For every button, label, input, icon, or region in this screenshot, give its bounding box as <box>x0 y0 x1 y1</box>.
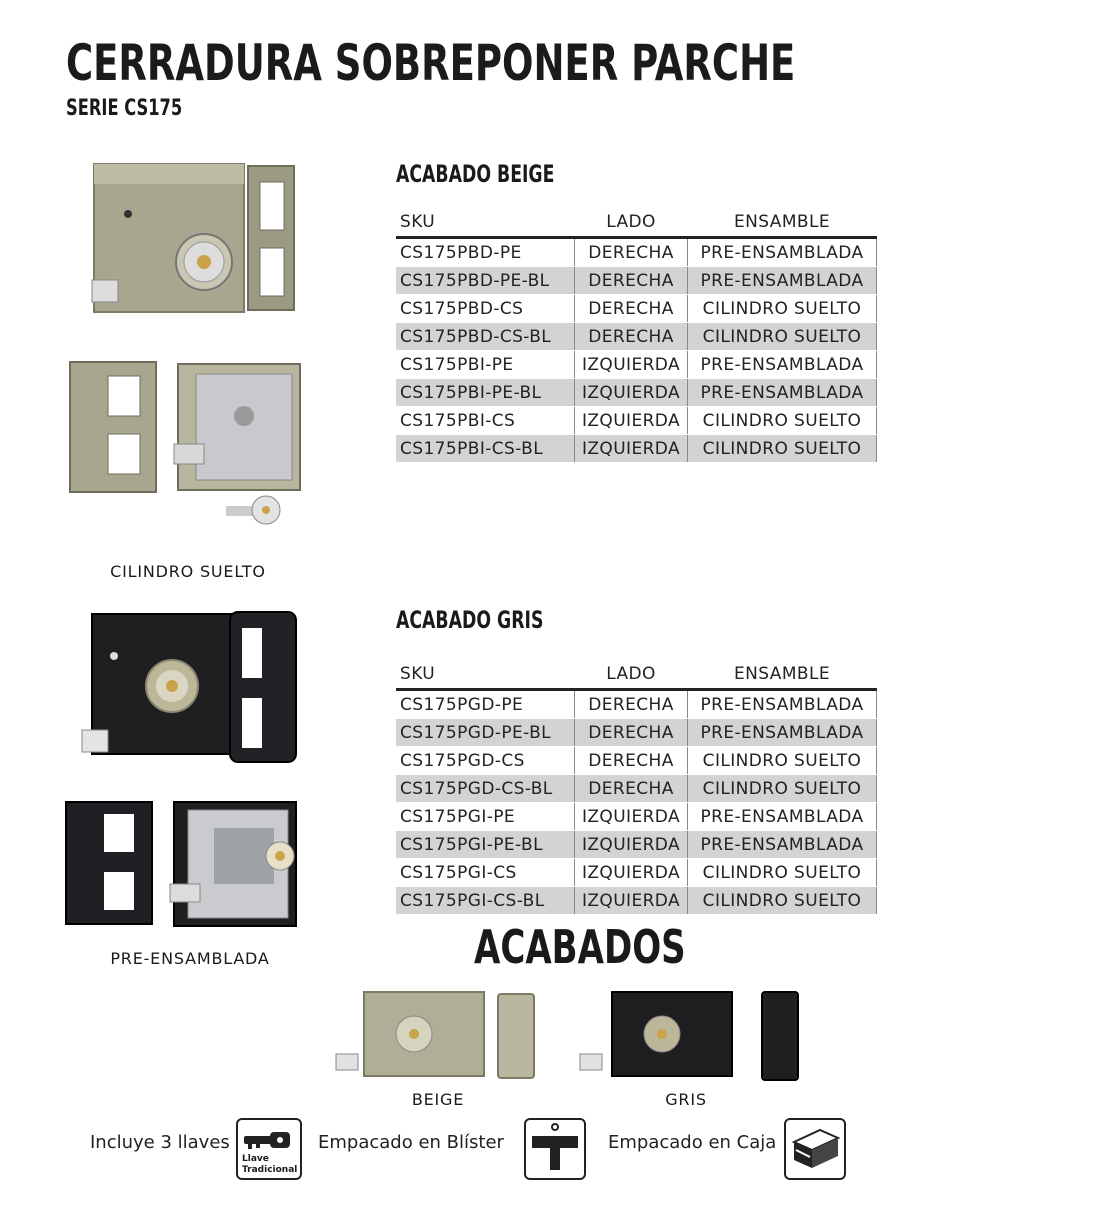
blister-text: Empacado en Blíster <box>318 1132 504 1153</box>
column-header-lado: LADO <box>575 208 688 238</box>
table-row <box>396 719 877 747</box>
lado-cell: DERECHA <box>575 747 688 775</box>
gris-image-caption: PRE-ENSAMBLADA <box>110 949 270 968</box>
table-row <box>396 859 877 887</box>
column-header-ensamble: ENSAMBLE <box>688 208 877 238</box>
gris-finish-label: GRIS <box>665 1090 707 1109</box>
column-header-ensamble: ENSAMBLE <box>688 660 877 690</box>
table-row <box>396 803 877 831</box>
table-header-row <box>396 208 877 238</box>
lado-cell: DERECHA <box>575 719 688 747</box>
beige-section-title: ACABADO BEIGE <box>396 160 555 188</box>
table-row <box>396 435 877 463</box>
ensamble-cell: CILINDRO SUELTO <box>688 775 877 803</box>
page-title: CERRADURA SOBREPONER PARCHE <box>66 34 796 92</box>
table-row <box>396 295 877 323</box>
sku-cell: CS175PGD-PE-BL <box>396 719 575 747</box>
ensamble-cell: CILINDRO SUELTO <box>688 747 877 775</box>
lado-cell: IZQUIERDA <box>575 859 688 887</box>
column-header-lado: LADO <box>575 660 688 690</box>
ensamble-cell: PRE-ENSAMBLADA <box>688 351 877 379</box>
beige-finish-label: BEIGE <box>411 1090 465 1109</box>
table-row <box>396 831 877 859</box>
ensamble-cell: CILINDRO SUELTO <box>688 859 877 887</box>
beige-sku-table <box>396 208 877 463</box>
sku-cell: CS175PBI-CS-BL <box>396 435 575 463</box>
key-icon-label-1: Llave <box>242 1154 269 1164</box>
box-icon <box>784 1118 846 1180</box>
ensamble-cell: PRE-ENSAMBLADA <box>688 803 877 831</box>
lado-cell: IZQUIERDA <box>575 407 688 435</box>
sku-cell: CS175PBD-CS <box>396 295 575 323</box>
gris-finish-image <box>578 988 804 1084</box>
table-row <box>396 690 877 719</box>
table-row <box>396 747 877 775</box>
table-row <box>396 238 877 267</box>
lado-cell: DERECHA <box>575 238 688 267</box>
keys-included-text: Incluye 3 llaves <box>90 1132 230 1153</box>
gris-preassembled-image <box>64 800 300 930</box>
beige-finish-image <box>334 988 540 1084</box>
ensamble-cell: PRE-ENSAMBLADA <box>688 719 877 747</box>
blister-icon <box>524 1118 586 1180</box>
lado-cell: DERECHA <box>575 295 688 323</box>
ensamble-cell: CILINDRO SUELTO <box>688 435 877 463</box>
key-icon-label-2: Tradicional <box>242 1165 298 1175</box>
sku-cell: CS175PBI-PE <box>396 351 575 379</box>
table-row <box>396 379 877 407</box>
ensamble-cell: PRE-ENSAMBLADA <box>688 690 877 719</box>
lado-cell: IZQUIERDA <box>575 379 688 407</box>
sku-cell: CS175PGI-CS <box>396 859 575 887</box>
table-row <box>396 351 877 379</box>
ensamble-cell: PRE-ENSAMBLADA <box>688 238 877 267</box>
page-subtitle: SERIE CS175 <box>66 96 183 121</box>
sku-cell: CS175PBD-PE <box>396 238 575 267</box>
lado-cell: IZQUIERDA <box>575 351 688 379</box>
column-header-sku: SKU <box>396 660 575 690</box>
lado-cell: IZQUIERDA <box>575 887 688 915</box>
ensamble-cell: PRE-ENSAMBLADA <box>688 831 877 859</box>
sku-cell: CS175PGD-CS-BL <box>396 775 575 803</box>
table-row <box>396 775 877 803</box>
sku-cell: CS175PGD-PE <box>396 690 575 719</box>
sku-cell: CS175PGI-PE-BL <box>396 831 575 859</box>
table-row <box>396 323 877 351</box>
sku-cell: CS175PBD-PE-BL <box>396 267 575 295</box>
lado-cell: IZQUIERDA <box>575 803 688 831</box>
lado-cell: DERECHA <box>575 775 688 803</box>
beige-cylinder-loose-image <box>68 358 304 538</box>
table-row <box>396 407 877 435</box>
ensamble-cell: CILINDRO SUELTO <box>688 323 877 351</box>
sku-cell: CS175PGI-PE <box>396 803 575 831</box>
sku-cell: CS175PGI-CS-BL <box>396 887 575 915</box>
sku-cell: CS175PGD-CS <box>396 747 575 775</box>
gris-lock-image <box>78 604 302 776</box>
ensamble-cell: CILINDRO SUELTO <box>688 887 877 915</box>
lado-cell: IZQUIERDA <box>575 831 688 859</box>
lado-cell: IZQUIERDA <box>575 435 688 463</box>
table-header-row <box>396 660 877 690</box>
beige-image-caption: CILINDRO SUELTO <box>110 562 266 581</box>
lado-cell: DERECHA <box>575 323 688 351</box>
sku-cell: CS175PBI-PE-BL <box>396 379 575 407</box>
ensamble-cell: CILINDRO SUELTO <box>688 407 877 435</box>
sku-cell: CS175PBI-CS <box>396 407 575 435</box>
beige-lock-image <box>84 152 300 332</box>
ensamble-cell: PRE-ENSAMBLADA <box>688 267 877 295</box>
ensamble-cell: CILINDRO SUELTO <box>688 295 877 323</box>
gris-sku-table <box>396 660 877 915</box>
lado-cell: DERECHA <box>575 267 688 295</box>
acabados-title: ACABADOS <box>474 920 686 974</box>
box-text: Empacado en Caja <box>608 1132 777 1153</box>
sku-cell: CS175PBD-CS-BL <box>396 323 575 351</box>
table-row <box>396 267 877 295</box>
ensamble-cell: PRE-ENSAMBLADA <box>688 379 877 407</box>
key-icon <box>236 1118 302 1180</box>
column-header-sku: SKU <box>396 208 575 238</box>
table-row <box>396 887 877 915</box>
lado-cell: DERECHA <box>575 690 688 719</box>
gris-section-title: ACABADO GRIS <box>396 606 544 634</box>
